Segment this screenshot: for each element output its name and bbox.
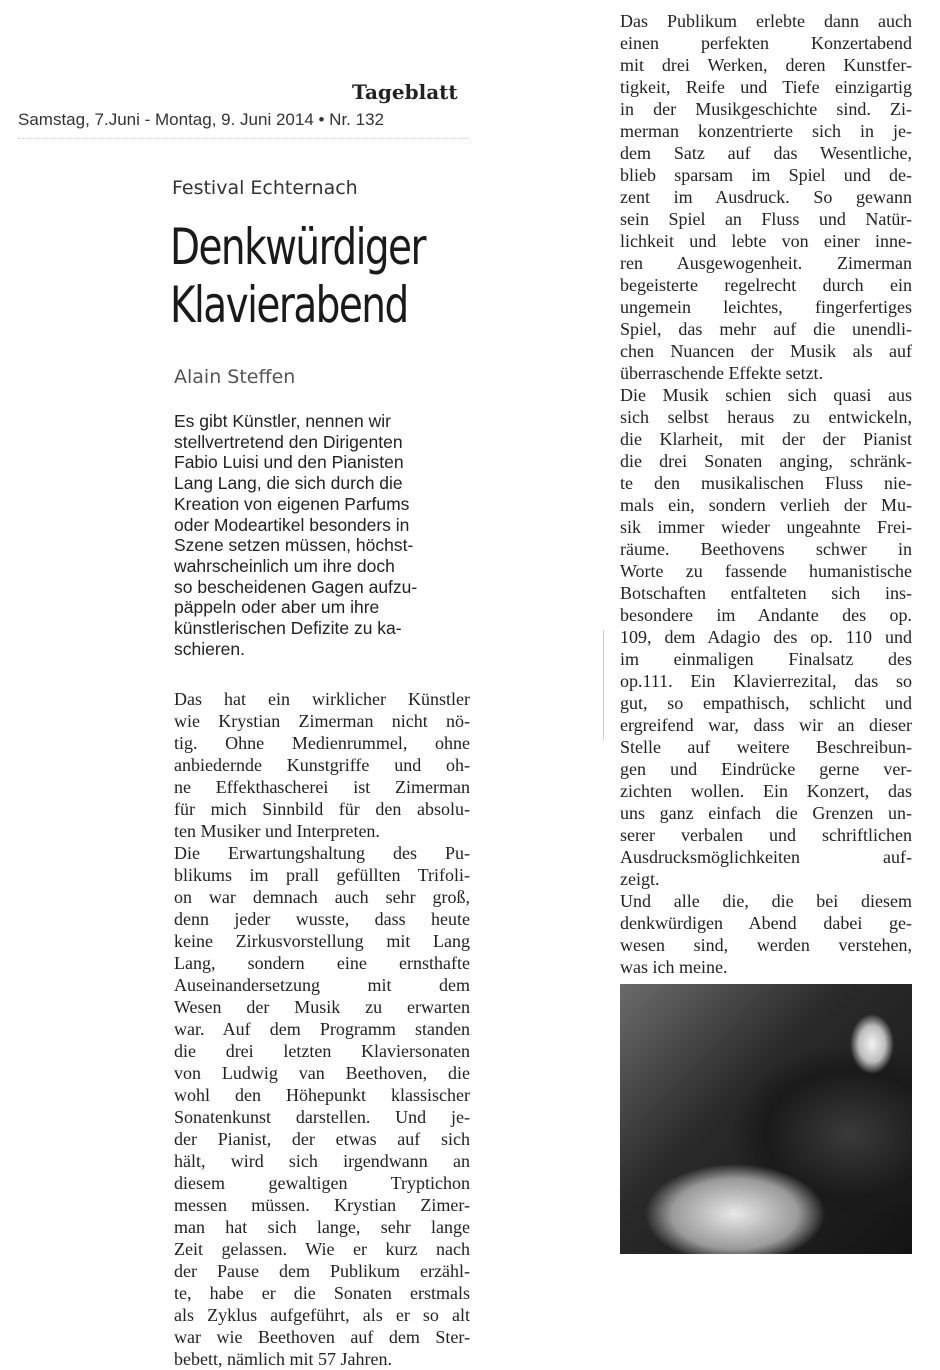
text-line: für mich Sinnbild für den absolu- <box>174 799 470 819</box>
text-line: besondere im Andante des op. <box>620 605 912 625</box>
text-line: Szene setzen müssen, höchst- <box>174 535 414 556</box>
text-line: sich selbst heraus zu entwickeln, <box>620 407 912 427</box>
text-line: wesen sind, werden verstehen, <box>620 935 912 955</box>
column-side-rule <box>603 630 604 740</box>
text-line: denn jeder wusste, dass heute <box>174 909 470 929</box>
text-line: anbiedernde Kunstgriffe und oh- <box>174 755 470 775</box>
text-line: in der Musikgeschichte sind. Zi- <box>620 99 912 119</box>
text-line: serer verbalen und schriftlichen <box>620 825 912 845</box>
text-line: künstlerischen Defizite zu ka- <box>174 618 402 639</box>
text-line: oder Modeartikel besonders in <box>174 514 410 535</box>
section-label: Festival Echternach <box>172 177 358 199</box>
text-line: ne Effekthascherei ist Zimerman <box>174 777 470 797</box>
text-line: chen Nuancen der Musik als auf <box>620 341 912 361</box>
text-line: Kreation von eigenen Parfums <box>174 493 410 514</box>
text-line: Stelle auf weitere Beschreibun- <box>620 737 912 757</box>
text-line: Lang Lang, die sich durch die <box>174 473 403 494</box>
text-line: messen müssen. Krystian Zimer- <box>174 1195 470 1215</box>
headline-line: Denkwürdiger <box>170 218 425 276</box>
text-line: der Pianist, der etwas auf sich <box>174 1129 470 1149</box>
text-line: päppeln oder aber um ihre <box>174 597 380 618</box>
text-line: Das hat ein wirklicher Künstler <box>174 689 470 709</box>
text-line: die drei letzten Klaviersonaten <box>174 1041 470 1061</box>
intro-paragraph <box>174 411 470 659</box>
text-line: diesem gewaltigen Tryptichon <box>174 1173 470 1193</box>
text-line: die drei Sonaten anging, schränk- <box>620 451 912 471</box>
text-line: mals ein, sondern verlieh der Mu- <box>620 495 912 515</box>
text-line: blikums im prall gefüllten Trifoli- <box>174 865 470 885</box>
text-line: stellvertretend den Dirigenten <box>174 431 403 452</box>
text-line: Zeit gelassen. Wie er kurz nach <box>174 1239 470 1259</box>
text-line: Und alle die, die bei diesem <box>620 891 912 911</box>
text-line: Wesen der Musik zu erwarten <box>174 997 470 1017</box>
text-line: wohl den Höhepunkt klassischer <box>174 1085 470 1105</box>
text-line: tigkeit, Reife und Tiefe einzigartig <box>620 77 912 97</box>
text-line: Das Publikum erlebte dann auch <box>620 11 912 31</box>
text-line: te den musikalischen Fluss nie- <box>620 473 912 493</box>
text-line: Fabio Luisi und den Pianisten <box>174 452 404 473</box>
text-line: mit drei Werken, deren Kunstfer- <box>620 55 912 75</box>
text-line: uns ganz einfach die Grenzen un- <box>620 803 912 823</box>
text-line: on war demnach auch sehr groß, <box>174 887 470 907</box>
text-line: Auseinandersetzung mit dem <box>174 975 470 995</box>
text-line: überraschende Effekte setzt. <box>620 363 824 383</box>
text-line: begeisterte regelrecht durch ein <box>620 275 912 295</box>
text-line: der Pause dem Publikum erzähl- <box>174 1261 470 1281</box>
text-line: dem Satz auf das Wesentliche, <box>620 143 912 163</box>
text-line: sein Spiel an Fluss und Natür- <box>620 209 912 229</box>
text-line: gut, so empathisch, schlicht und <box>620 693 912 713</box>
text-line: bebett, nämlich mit 57 Jahren. <box>174 1349 392 1369</box>
text-line: so bescheidenen Gagen aufzu- <box>174 576 418 597</box>
author-byline: Alain Steffen <box>174 366 296 388</box>
text-line: te, habe er die Sonaten erstmals <box>174 1283 470 1303</box>
text-line: blieb sparsam im Spiel und de- <box>620 165 912 185</box>
text-line: schieren. <box>174 638 246 659</box>
article-column-left <box>174 688 470 1370</box>
text-line: sik immer wieder ungeahnte Frei- <box>620 517 912 537</box>
masthead-newspaper-name: Tageblatt <box>352 80 458 104</box>
text-line: war. Auf dem Programm standen <box>174 1019 470 1039</box>
headline-line: Klavierabend <box>170 276 408 334</box>
text-line: tig. Ohne Medienrummel, ohne <box>174 733 470 753</box>
headline <box>170 218 425 334</box>
text-line: Botschaften entfalteten sich ins- <box>620 583 912 603</box>
text-line: ungemein leichtes, fingerfertiges <box>620 297 912 317</box>
text-line: im einmaligen Finalsatz des <box>620 649 912 669</box>
text-line: einen perfekten Konzertabend <box>620 33 912 53</box>
text-line: wie Krystian Zimerman nicht nö- <box>174 711 470 731</box>
text-line: als Zyklus aufgeführt, als er so alt <box>174 1305 470 1325</box>
text-line: Die Erwartungshaltung des Pu- <box>174 843 470 863</box>
text-line: Es gibt Künstler, nennen wir <box>174 411 391 431</box>
text-line: ergreifend war, dass wir an dieser <box>620 715 912 735</box>
text-line: denkwürdigen Abend dabei ge- <box>620 913 912 933</box>
text-line: Die Musik schien sich quasi aus <box>620 385 912 405</box>
text-line: keine Zirkusvorstellung mit Lang <box>174 931 470 951</box>
masthead-divider <box>18 138 468 139</box>
text-line: die Klarheit, mit der der Pianist <box>620 429 912 449</box>
masthead-date-line: Samstag, 7.Juni - Montag, 9. Juni 2014 • Nr. 132 <box>18 110 384 129</box>
text-line: zent im Ausdruck. So gewann <box>620 187 912 207</box>
text-line: ten Musiker und Interpreten. <box>174 821 380 841</box>
text-line: Worte zu fassende humanistische <box>620 561 912 581</box>
text-line: lichkeit und lebte von einer inne- <box>620 231 912 251</box>
text-line: zeigt. <box>620 869 660 889</box>
text-line: gen und Eindrücke gerne ver- <box>620 759 912 779</box>
text-line: Spiel, das mehr auf die unendli- <box>620 319 912 339</box>
text-line: op.111. Ein Klavierrezital, das so <box>620 671 912 691</box>
pianist-photo <box>620 984 912 1254</box>
text-line: merman konzentrierte sich in je- <box>620 121 912 141</box>
text-line: hält, wird sich irgendwann an <box>174 1151 470 1171</box>
text-line: ren Ausgewogenheit. Zimerman <box>620 253 912 273</box>
text-line: Sonatenkunst darstellen. Und je- <box>174 1107 470 1127</box>
article-column-right <box>620 10 912 978</box>
text-line: zichten wollen. Ein Konzert, das <box>620 781 912 801</box>
text-line: 109, dem Adagio des op. 110 und <box>620 627 912 647</box>
text-line: Lang, sondern eine ernsthafte <box>174 953 470 973</box>
text-line: was ich meine. <box>620 957 728 977</box>
text-line: räume. Beethovens schwer in <box>620 539 912 559</box>
text-line: wahrscheinlich um ihre doch <box>174 555 395 576</box>
text-line: man hat sich lange, sehr lange <box>174 1217 470 1237</box>
text-line: Ausdrucksmöglichkeiten auf- <box>620 847 912 867</box>
text-line: von Ludwig van Beethoven, die <box>174 1063 470 1083</box>
text-line: war wie Beethoven auf dem Ster- <box>174 1327 470 1347</box>
